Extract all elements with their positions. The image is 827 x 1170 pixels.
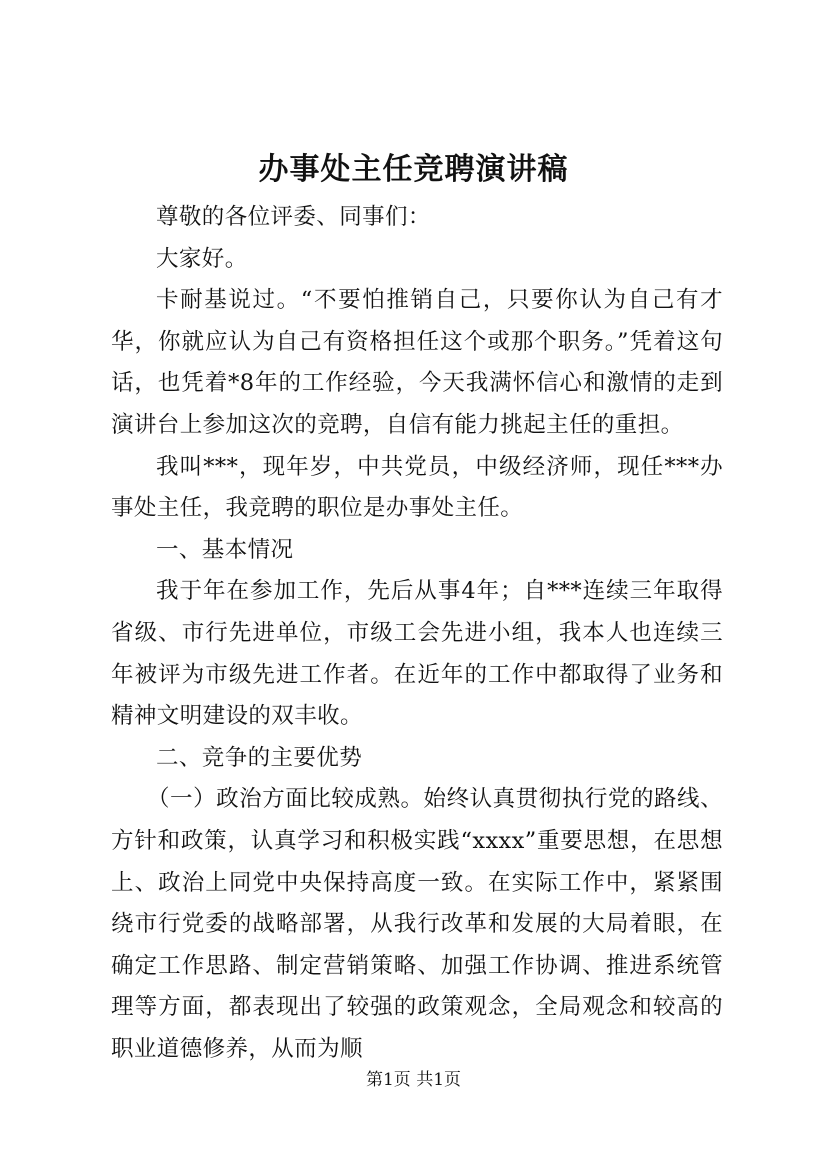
paragraph-basic-info: 我于年在参加工作，先后从事4年；自***连续三年取得省级、市行先进单位，市级工会先进小组，我本人也连续三年被评为市级先进工作者。在近年的工作中都取得了业务和精神文明建设的双丰收。 [111,578,723,730]
page-footer: 第1页 共1页 [365,1070,462,1090]
paragraph-greeting: 大家好。 [156,245,248,272]
paragraph-salutation: 尊敬的各位评委、同事们： [156,204,431,230]
section-heading-basic-info: 一、基本情况 [156,536,294,563]
paragraph-introduction: 我叫***，现年岁，中共党员，中级经济师，现任***办事处主任，我竞聘的职位是办事处主任。 [111,453,723,522]
document-title: 办事处主任竞聘演讲稿 [258,152,569,187]
paragraph-opening: 卡耐基说过。“不要怕推销自己，只要你认为自己有才华，你就应认为自己有资格担任这个或那个职务。”凭着这句话，也凭着*8年的工作经验，今天我满怀信心和激情的走到演讲台上参加这次的竞聘，自信有能力挑起主任的重担。 [111,287,723,438]
section-heading-advantages: 二、竞争的主要优势 [156,744,363,771]
document-body [111,197,723,1070]
paragraph-political: （一）政治方面比较成熟。始终认真贯彻执行党的路线、方针和政策，认真学习和积极实践“xxxx”重要思想，在思想上、政治上同党中央保持高度一致。在实际工作中，紧紧围绕市行党委的战略部署，从我行改革和发展的大局着眼，在确定工作思路、制定营销策略、加强工作协调、推进系统管理等方面，都表现出了较强的政策观念，全局观念和较高的职业道德修养，从而为顺 [111,786,723,1062]
